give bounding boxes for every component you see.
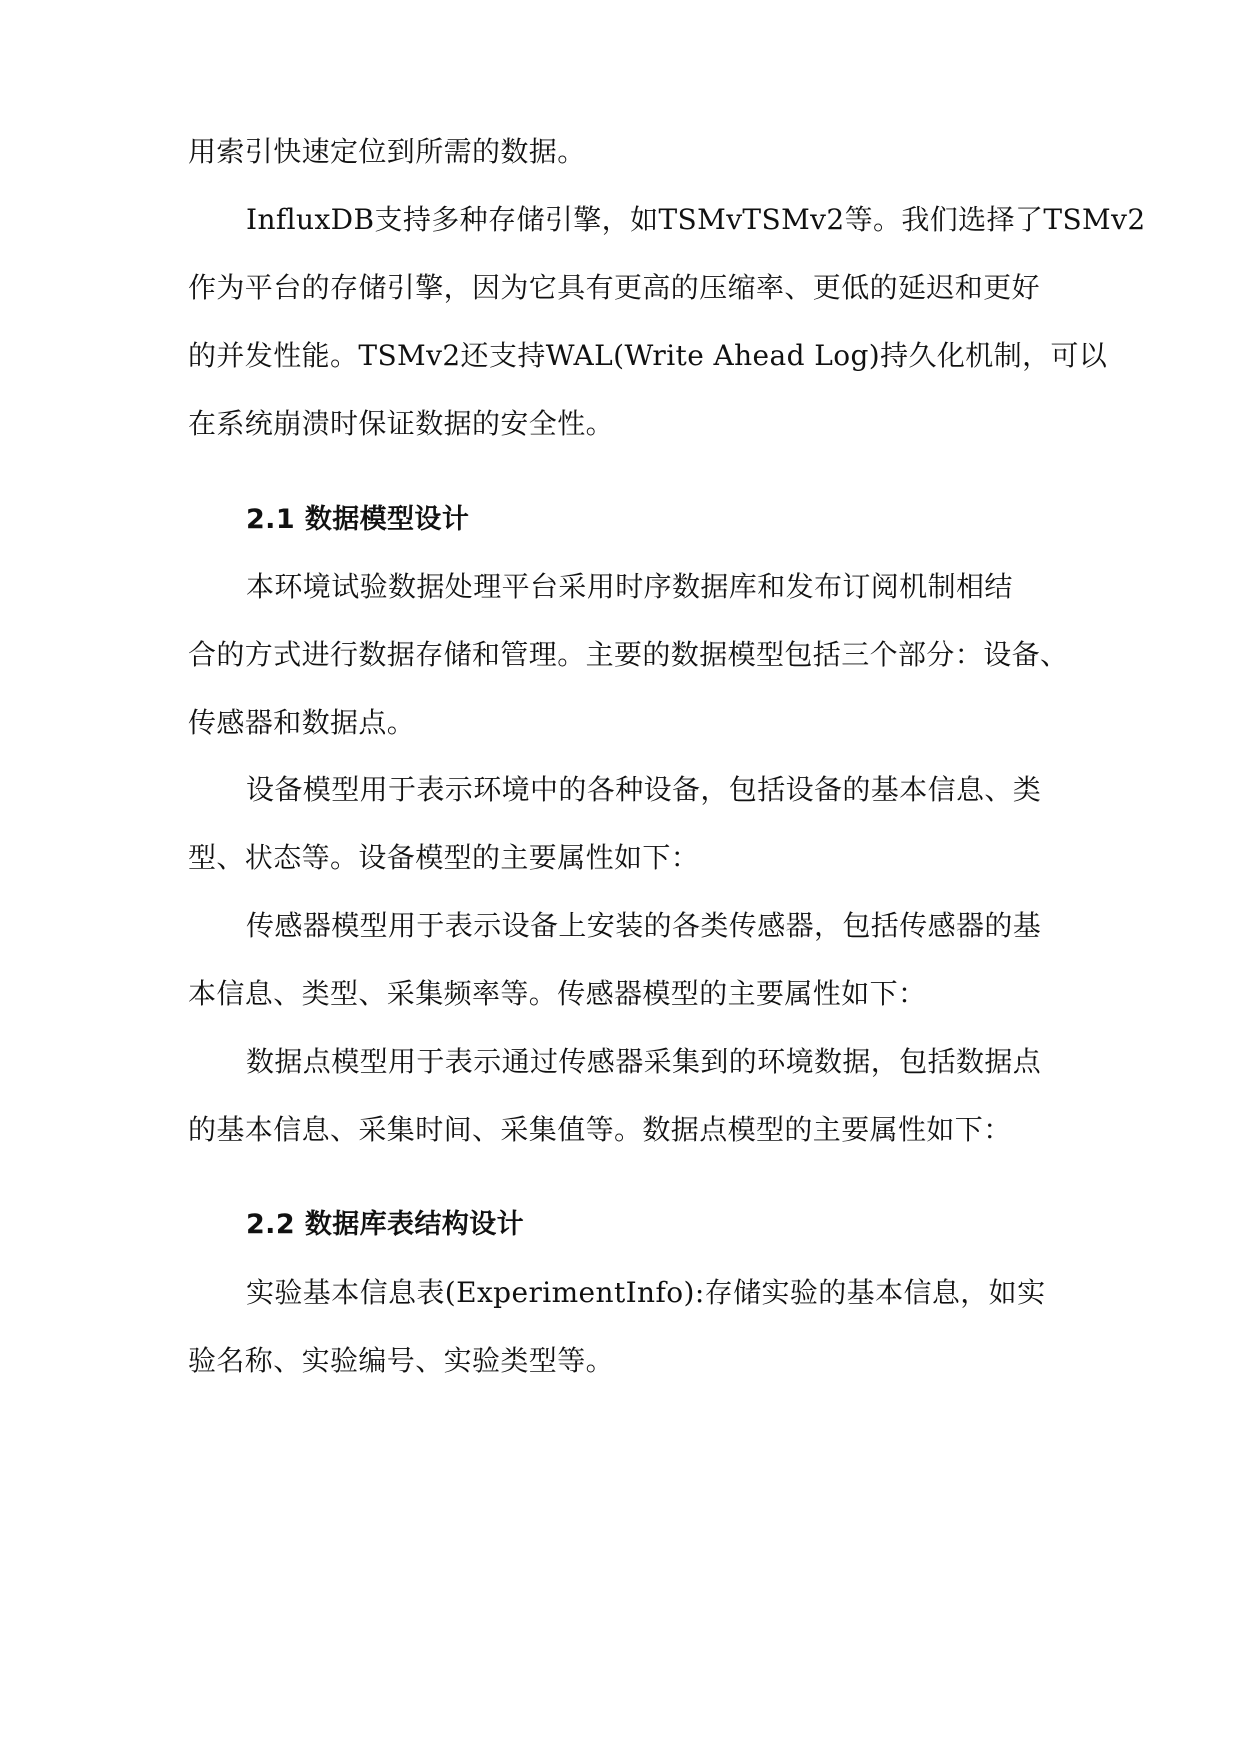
paragraph-line: 本信息、类型、采集频率等。传感器模型的主要属性如下： bbox=[188, 977, 927, 1010]
section-heading-2-1: 2.1 数据模型设计 bbox=[246, 504, 470, 535]
paragraph-line: 型、状态等。设备模型的主要属性如下： bbox=[188, 841, 700, 874]
paragraph-line: 传感器模型用于表示设备上安装的各类传感器，包括传感器的基 bbox=[246, 909, 1042, 942]
paragraph-line: 用索引快速定位到所需的数据。 bbox=[188, 135, 586, 168]
paragraph-line: 数据点模型用于表示通过传感器采集到的环境数据，包括数据点 bbox=[246, 1045, 1042, 1078]
paragraph-line: 的基本信息、采集时间、采集值等。数据点模型的主要属性如下： bbox=[188, 1113, 1012, 1146]
paragraph-line: 实验基本信息表(ExperimentInfo):存储实验的基本信息，如实 bbox=[246, 1276, 1046, 1309]
section-heading-2-2: 2.2 数据库表结构设计 bbox=[246, 1209, 525, 1240]
paragraph-line: InfluxDB支持多种存储引擎，如TSMvTSMv2等。我们选择了TSMv2 bbox=[246, 203, 1146, 236]
paragraph-line: 作为平台的存储引擎，因为它具有更高的压缩率、更低的延迟和更好 bbox=[188, 271, 1041, 304]
paragraph-line: 的并发性能。TSMv2还支持WAL(Write Ahead Log)持久化机制，可以 bbox=[188, 339, 1108, 372]
paragraph-line: 验名称、实验编号、实验类型等。 bbox=[188, 1344, 615, 1377]
paragraph-line: 本环境试验数据处理平台采用时序数据库和发布订阅机制相结 bbox=[246, 570, 1013, 603]
paragraph-line: 设备模型用于表示环境中的各种设备，包括设备的基本信息、类 bbox=[246, 773, 1042, 806]
paragraph-line: 合的方式进行数据存储和管理。主要的数据模型包括三个部分：设备、 bbox=[188, 638, 1069, 671]
paragraph-line: 传感器和数据点。 bbox=[188, 706, 416, 739]
paragraph-line: 在系统崩溃时保证数据的安全性。 bbox=[188, 407, 615, 440]
